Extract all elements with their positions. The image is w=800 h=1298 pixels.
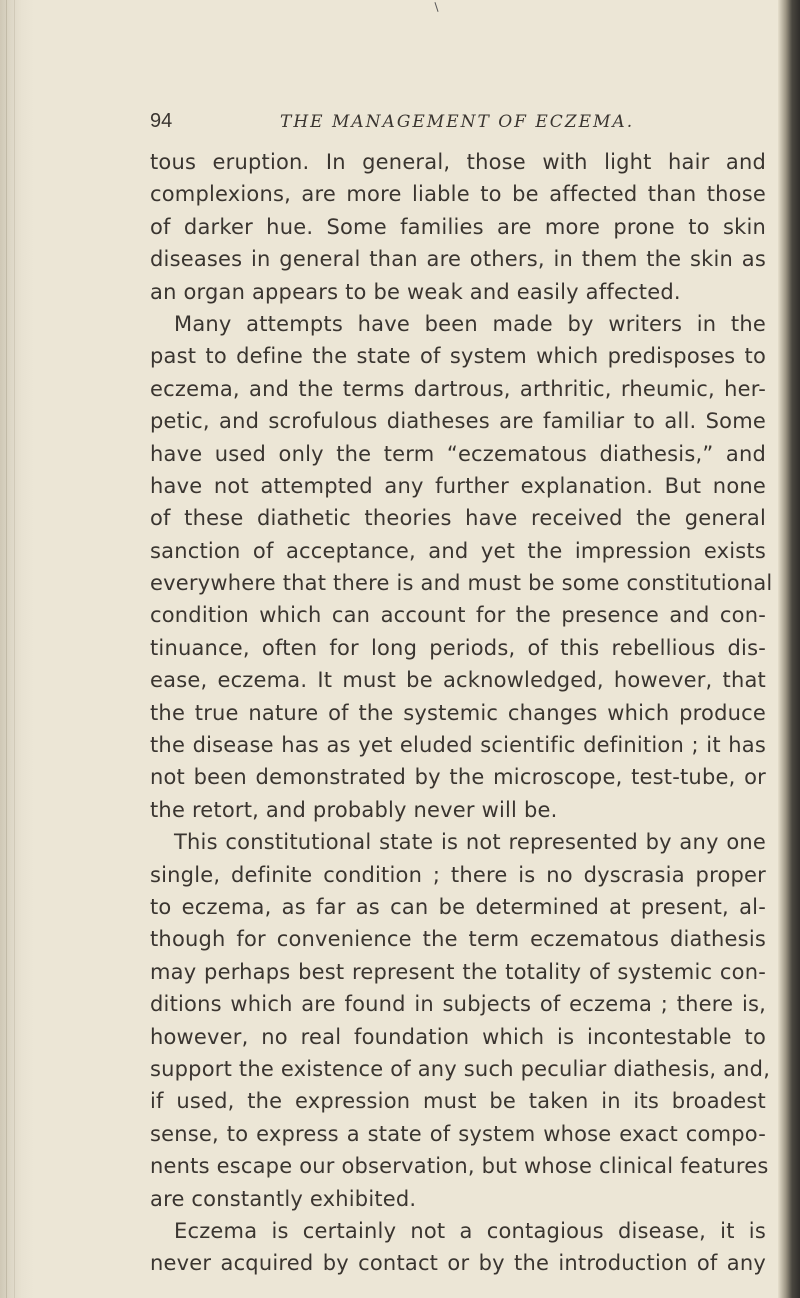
text-line: though for convenience the term eczematous diathesis <box>150 927 766 952</box>
running-title: THE MANAGEMENT OF ECZEMA. <box>280 112 635 132</box>
text-line: an organ appears to be weak and easily affected. <box>150 279 681 304</box>
text-line: This constitutional state is not represented by any one <box>174 830 766 855</box>
text-line: the disease has as yet eluded scientific definition ; it has <box>150 733 766 758</box>
text-line: condition which can account for the presence and con- <box>150 603 766 628</box>
text-line: however, no real foundation which is incontestable to <box>150 1024 766 1049</box>
text-line: complexions, are more liable to be affected than those <box>150 182 766 207</box>
text-line: are constantly exhibited. <box>150 1186 417 1211</box>
print-mark <box>434 2 438 12</box>
text-line: have used only the term “eczematous diathesis,” and <box>150 441 766 466</box>
text-line: the true nature of the systemic changes which produce <box>150 700 766 725</box>
text-line: everywhere that there is and must be some constitutional <box>150 571 773 596</box>
text-line: past to define the state of system which predisposes to <box>150 344 766 369</box>
text-line: ditions which are found in subjects of eczema ; there is, <box>150 992 766 1017</box>
text-line: of these diathetic theories have received the general <box>150 506 766 531</box>
text-line: diseases in general than are others, in them the skin as <box>150 247 766 272</box>
text-line: tous eruption. In general, those with light hair and <box>150 150 766 174</box>
page-number: 94 <box>150 110 173 132</box>
text-line: support the existence of any such peculiar diathesis, and, <box>150 1056 771 1081</box>
text-line: ease, eczema. It must be acknowledged, however, that <box>150 668 766 693</box>
text-line: may perhaps best represent the totality of systemic con- <box>150 959 766 984</box>
gutter-line <box>14 0 15 1298</box>
text-line: Eczema is certainly not a contagious disease, it is <box>174 1218 766 1243</box>
page-edge-right <box>778 0 800 1298</box>
text-line: petic, and scrofulous diatheses are familiar to all. Some <box>150 409 766 434</box>
body-text <box>150 146 773 1280</box>
text-line: the retort, and probably never will be. <box>150 797 558 822</box>
text-line: if used, the expression must be taken in its broadest <box>150 1089 766 1114</box>
text-line: to eczema, as far as can be determined at present, al- <box>150 894 766 919</box>
text-line: never acquired by contact or by the introduction of any <box>150 1251 766 1276</box>
text-line: sanction of acceptance, and yet the impression exists <box>150 538 766 563</box>
text-line: of darker hue. Some families are more prone to skin <box>150 214 766 239</box>
text-line: not been demonstrated by the microscope, test-tube, or <box>150 765 766 790</box>
text-line: sense, to express a state of system whose exact compo- <box>150 1121 766 1146</box>
text-line: single, definite condition ; there is no dyscrasia proper <box>150 862 766 887</box>
text-line: eczema, and the terms dartrous, arthritic, rheumic, her- <box>150 376 766 401</box>
page-gutter-left <box>0 0 34 1298</box>
page-header <box>150 110 750 138</box>
text-line: tinuance, often for long periods, of this rebellious dis- <box>150 635 766 660</box>
gutter-line <box>6 0 7 1298</box>
text-line: Many attempts have been made by writers in the <box>174 311 766 336</box>
text-line: have not attempted any further explanation. But none <box>150 473 766 498</box>
text-line: nents escape our observation, but whose clinical features <box>150 1154 769 1179</box>
